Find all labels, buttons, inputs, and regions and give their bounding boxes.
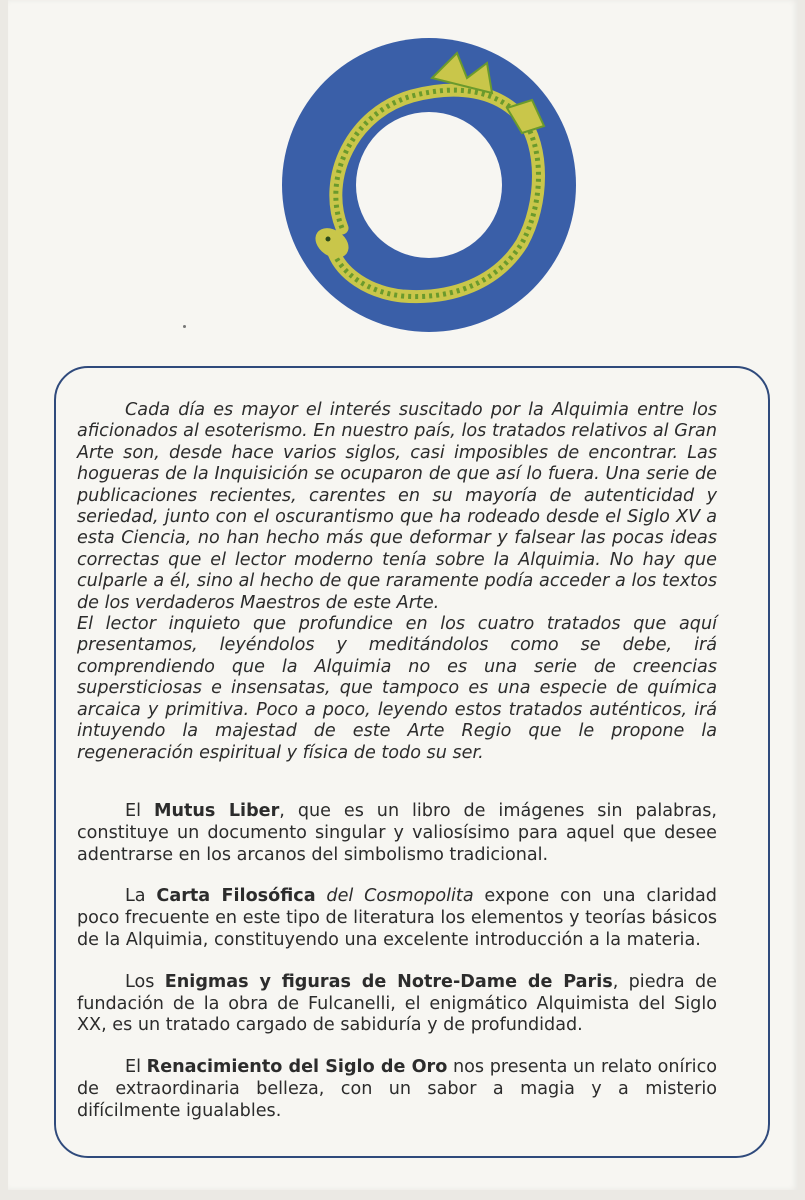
intro-paragraph-2: El lector inquieto que profundice en los cuatro tratados que aquí presentamos, leyéndolos y meditándolos como se debe, irá comprendiendo que la Alquimia no es una serie de creencias supersticiosas e insensatas, que tampoco es una especie de química arcaica y primitiva. Poco a poco, leyendo estos tratados auténticos, irá intuyendo la majestad de este Arte Regio que le propone la regeneración espiritual y física de todo su ser. (77, 614, 717, 763)
print-speck (183, 325, 186, 328)
intro-text (77, 400, 718, 764)
book-item-enigmas: Los Enigmas y figuras de Notre-Dame de Paris, piedra de fundación de la obra de Fulcanelli, el enigmático Alquimista del Siglo XX, es un tratado cargado de sabiduría y de profundidad. (77, 971, 718, 1036)
book-title: Renacimiento del Siglo de Oro (146, 1057, 448, 1078)
book-list (77, 801, 718, 1143)
intro-paragraph-1: Cada día es mayor el interés suscitado por la Alquimia entre los aficionados al esoterismo. En nuestro país, los tratados relativos al Gran Arte son, desde hace varios siglos, casi imposibles de encontrar. Las hogueras de la Inquisición se ocuparon de que así lo fuera. Una serie de publicaciones recientes, carentes en su mayoría de autenticidad y seriedad, junto con el oscurantismo que ha rodeado desde el Siglo XV a esta Ciencia, no han hecho más que deformar y falsear las pocas ideas correctas que el lector moderno tenía sobre la Alquimia. No hay que culparle a él, sino al hecho de que raramente podía acceder a los textos de los verdaderos Maestros de este Arte. (77, 400, 718, 613)
book-item-renacimiento: El Renacimiento del Siglo de Oro nos presenta un relato onírico de extraordinaria belleza, con un sabor a magia y a misterio difícilmente igualables. (77, 1057, 718, 1121)
emblem-center (356, 112, 502, 258)
book-title-suffix: del Cosmopolita (315, 886, 474, 907)
book-item-mutus-liber: El Mutus Liber, que es un libro de imágenes sin palabras, constituye un documento singular y valiosísimo para aquel que desee adentrarse en los arcanos del simbolismo tradicional. (77, 801, 717, 865)
book-title: Enigmas y figuras de Notre-Dame de Paris (164, 971, 613, 992)
book-title: Carta Filosófica (156, 886, 316, 907)
ouroboros-emblem (282, 38, 576, 332)
book-title: Mutus Liber (153, 801, 280, 821)
book-item-carta-filosofica: La Carta Filosófica del Cosmopolita expone con una claridad poco frecuente en este tipo de literatura los elementos y teorías básicos de la Alquimia, constituyendo una excelente introducción a la materia. (77, 886, 717, 950)
